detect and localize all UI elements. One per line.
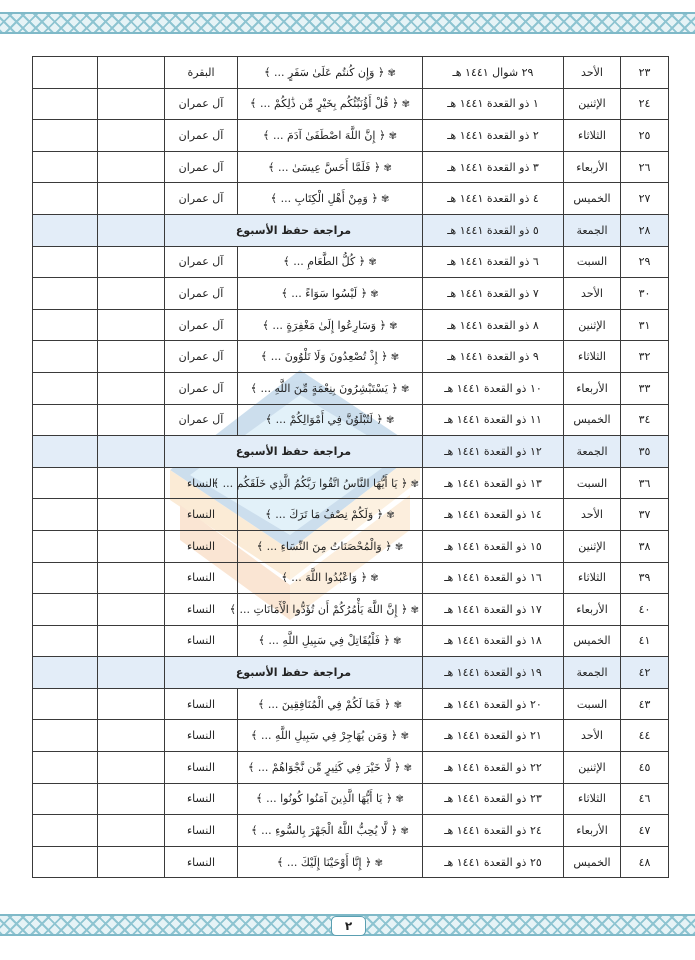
- empty-cell: [98, 562, 165, 594]
- surah-name-cell: النساء: [165, 467, 238, 499]
- empty-cell: [33, 341, 98, 373]
- table-row: [33, 783, 669, 815]
- surah-name-cell: النساء: [165, 815, 238, 847]
- table-row: [33, 752, 669, 784]
- star-rosette-icon: ✾: [392, 794, 404, 806]
- empty-cell: [33, 752, 98, 784]
- verse-text: ﴿ لَّا يُحِبُّ اللَّهُ الْجَهْرَ بِالسُّوءِ ... ﴾: [251, 824, 398, 838]
- star-rosette-icon: ✾: [389, 636, 402, 648]
- surah-name-cell: النساء: [165, 720, 238, 752]
- empty-cell: [33, 88, 98, 120]
- empty-cell: [33, 562, 98, 594]
- surah-name-cell: النساء: [165, 625, 238, 657]
- empty-cell: [33, 625, 98, 657]
- empty-cell: [98, 846, 165, 878]
- surah-name-cell: النساء: [165, 562, 238, 594]
- empty-cell: [33, 688, 98, 720]
- hijri-date-cell: ٢١ ذو القعدة ١٤٤١ هـ: [423, 720, 564, 752]
- day-number-cell: ٣٣: [621, 372, 669, 404]
- verse-text: ﴿ وَلَكُمْ نِصْفُ مَا تَرَكَ ... ﴾: [265, 508, 384, 522]
- star-rosette-icon: ✾: [383, 510, 395, 522]
- verse-start-cell: [238, 752, 423, 784]
- empty-cell: [33, 309, 98, 341]
- hijri-date-cell: ١٩ ذو القعدة ١٤٤١ هـ: [423, 657, 564, 689]
- hijri-date-cell: ٢٥ ذو القعدة ١٤٤١ هـ: [423, 846, 564, 878]
- day-number-cell: ٤١: [621, 625, 669, 657]
- weekday-cell: السبت: [564, 688, 621, 720]
- empty-cell: [33, 120, 98, 152]
- empty-cell: [98, 88, 165, 120]
- day-number-cell: ٢٥: [621, 120, 669, 152]
- verse-text: ﴿ إِنَّا أَوْحَيْنَا إِلَيْكَ ... ﴾: [276, 855, 372, 869]
- table-row: [33, 846, 669, 878]
- verse-start-cell: [229, 594, 423, 626]
- page-number: ٢: [331, 916, 366, 936]
- hijri-date-cell: ٢٢ ذو القعدة ١٤٤١ هـ: [423, 752, 564, 784]
- hijri-date-cell: ٨ ذو القعدة ١٤٤١ هـ: [423, 309, 564, 341]
- star-rosette-icon: ✾: [397, 383, 410, 395]
- empty-cell: [98, 594, 165, 626]
- verse-text: ﴿ فَمَا لَكُمْ فِي الْمُنَافِقِينَ ... ﴾: [257, 697, 391, 711]
- empty-cell: [98, 688, 165, 720]
- table-row: [33, 625, 669, 657]
- star-rosette-icon: ✾: [367, 288, 379, 300]
- verse-start-cell: [238, 846, 423, 878]
- surah-name-cell: النساء: [165, 752, 238, 784]
- surah-name-cell: آل عمران: [165, 183, 238, 215]
- day-number-cell: ٤٨: [621, 846, 669, 878]
- table-row: [33, 372, 669, 404]
- weekday-cell: الأحد: [564, 499, 621, 531]
- weekday-cell: الجمعة: [564, 436, 621, 468]
- verse-text: ﴿ لَتُبْلَوُنَّ فِي أَمْوَالِكُمْ ... ﴾: [265, 413, 383, 427]
- table-row: [33, 57, 669, 89]
- empty-cell: [33, 151, 98, 183]
- verse-start-cell: [238, 404, 423, 436]
- verse-text: ﴿ كُلُّ الطَّعَامِ ... ﴾: [283, 255, 366, 269]
- verse-start-cell: [238, 120, 423, 152]
- empty-cell: [98, 499, 165, 531]
- table-row: [33, 594, 669, 626]
- verse-start-cell: [238, 625, 423, 657]
- hijri-date-cell: ١٨ ذو القعدة ١٤٤١ هـ: [423, 625, 564, 657]
- star-rosette-icon: ✾: [371, 857, 384, 869]
- hijri-date-cell: ٢٣ ذو القعدة ١٤٤١ هـ: [423, 783, 564, 815]
- table-row: [33, 562, 669, 594]
- star-rosette-icon: ✾: [367, 573, 379, 585]
- empty-cell: [33, 278, 98, 310]
- hijri-date-cell: ١٠ ذو القعدة ١٤٤١ هـ: [423, 372, 564, 404]
- star-rosette-icon: ✾: [391, 541, 404, 553]
- star-rosette-icon: ✾: [380, 162, 392, 174]
- star-rosette-icon: ✾: [407, 478, 419, 490]
- weekday-cell: الأحد: [564, 57, 621, 89]
- verse-start-cell: [238, 499, 423, 531]
- empty-cell: [33, 815, 98, 847]
- table-row: [33, 278, 669, 310]
- hijri-date-cell: ٩ ذو القعدة ١٤٤١ هـ: [423, 341, 564, 373]
- weekday-cell: الأربعاء: [564, 372, 621, 404]
- day-number-cell: ٤٠: [621, 594, 669, 626]
- empty-cell: [98, 120, 165, 152]
- star-rosette-icon: ✾: [397, 731, 409, 743]
- empty-cell: [98, 278, 165, 310]
- hijri-date-cell: ٢٩ شوال ١٤٤١ هـ: [423, 57, 564, 89]
- surah-name-cell: آل عمران: [165, 120, 238, 152]
- verse-start-cell: [238, 720, 423, 752]
- verse-text: ﴿ قُلْ أَؤُنَبِّئُكُم بِخَيْرٍ مِّن ذَٰلِكُمْ ... ﴾: [250, 97, 399, 111]
- table-row: [33, 467, 669, 499]
- empty-cell: [33, 720, 98, 752]
- empty-cell: [33, 783, 98, 815]
- day-number-cell: ٢٩: [621, 246, 669, 278]
- weekday-cell: الأحد: [564, 720, 621, 752]
- verse-start-cell: [238, 57, 423, 89]
- empty-cell: [98, 341, 165, 373]
- surah-name-cell: آل عمران: [165, 341, 238, 373]
- table-row: [33, 688, 669, 720]
- empty-cell: [98, 467, 165, 499]
- verse-text: ﴿ فَلْيُقَاتِلْ فِي سَبِيلِ اللَّهِ ... ﴾: [258, 634, 390, 648]
- star-rosette-icon: ✾: [390, 699, 403, 711]
- hijri-date-cell: ١٧ ذو القعدة ١٤٤١ هـ: [423, 594, 564, 626]
- empty-cell: [98, 783, 165, 815]
- star-rosette-icon: ✾: [382, 415, 395, 427]
- star-rosette-icon: ✾: [384, 67, 396, 79]
- day-number-cell: ٤٣: [621, 688, 669, 720]
- empty-cell: [33, 246, 98, 278]
- day-number-cell: ٣٤: [621, 404, 669, 436]
- empty-cell: [98, 309, 165, 341]
- verse-text: ﴿ وَمَن يُهَاجِرْ فِي سَبِيلِ اللَّهِ ... ﴾: [251, 729, 398, 743]
- weekday-cell: الجمعة: [564, 657, 621, 689]
- table-row: [33, 341, 669, 373]
- weekday-cell: الإثنين: [564, 309, 621, 341]
- weekday-cell: الخميس: [564, 625, 621, 657]
- weekly-review-label: مراجعة حفظ الأسبوع: [165, 657, 423, 689]
- verse-start-cell: [238, 309, 423, 341]
- verse-start-cell: [238, 88, 423, 120]
- day-number-cell: ٣٨: [621, 530, 669, 562]
- verse-start-cell: [238, 688, 423, 720]
- empty-cell: [98, 625, 165, 657]
- top-border-ornament: [0, 12, 695, 34]
- empty-cell: [98, 183, 165, 215]
- weekday-cell: الإثنين: [564, 88, 621, 120]
- hijri-date-cell: ٢٤ ذو القعدة ١٤٤١ هـ: [423, 815, 564, 847]
- hijri-date-cell: ٢٠ ذو القعدة ١٤٤١ هـ: [423, 688, 564, 720]
- verse-text: ﴿ إِنَّ اللَّهَ اصْطَفَىٰ آدَمَ ... ﴾: [263, 128, 386, 142]
- surah-name-cell: النساء: [165, 783, 238, 815]
- empty-cell: [98, 752, 165, 784]
- hijri-date-cell: ١٢ ذو القعدة ١٤٤١ هـ: [423, 436, 564, 468]
- day-number-cell: ٤٢: [621, 657, 669, 689]
- star-rosette-icon: ✾: [385, 130, 397, 142]
- verse-text: ﴿ يَا أَيُّهَا الَّذِينَ آمَنُوا كُونُوا ... ﴾: [256, 792, 393, 806]
- empty-cell: [33, 372, 98, 404]
- empty-cell: [33, 530, 98, 562]
- empty-cell: [33, 57, 98, 89]
- verse-text: ﴿ وَسَارِعُوا إِلَىٰ مَغْفِرَةٍ ... ﴾: [262, 318, 386, 332]
- memorization-schedule-table: [32, 56, 669, 878]
- surah-name-cell: النساء: [165, 530, 238, 562]
- verse-text: ﴿ فَلَمَّا أَحَسَّ عِيسَىٰ ... ﴾: [268, 160, 381, 174]
- review-row: [33, 657, 669, 689]
- day-number-cell: ٣٢: [621, 341, 669, 373]
- hijri-date-cell: ١٥ ذو القعدة ١٤٤١ هـ: [423, 530, 564, 562]
- weekday-cell: الثلاثاء: [564, 341, 621, 373]
- verse-start-cell: [238, 530, 423, 562]
- review-row: [33, 436, 669, 468]
- star-rosette-icon: ✾: [377, 194, 390, 206]
- weekday-cell: الخميس: [564, 183, 621, 215]
- weekday-cell: الأربعاء: [564, 815, 621, 847]
- empty-cell: [33, 214, 98, 246]
- verse-start-cell: [212, 467, 423, 499]
- verse-start-cell: [238, 246, 423, 278]
- empty-cell: [33, 594, 98, 626]
- empty-cell: [98, 214, 165, 246]
- surah-name-cell: البقرة: [165, 57, 238, 89]
- empty-cell: [98, 372, 165, 404]
- weekly-review-label: مراجعة حفظ الأسبوع: [165, 214, 423, 246]
- surah-name-cell: آل عمران: [165, 372, 238, 404]
- surah-name-cell: آل عمران: [165, 278, 238, 310]
- empty-cell: [98, 657, 165, 689]
- hijri-date-cell: ١٤ ذو القعدة ١٤٤١ هـ: [423, 499, 564, 531]
- empty-cell: [98, 404, 165, 436]
- day-number-cell: ٢٨: [621, 214, 669, 246]
- weekday-cell: الجمعة: [564, 214, 621, 246]
- verse-text: ﴿ وَإِن كُنتُم عَلَىٰ سَفَرٍ ... ﴾: [264, 65, 385, 79]
- star-rosette-icon: ✾: [387, 352, 400, 364]
- verse-text: ﴿ لَّا خَيْرَ فِي كَثِيرٍ مِّن نَّجْوَاهُمْ ... ﴾: [247, 760, 401, 774]
- day-number-cell: ٢٣: [621, 57, 669, 89]
- empty-cell: [98, 246, 165, 278]
- verse-text: ﴿ يَا أَيُّهَا النَّاسُ اتَّقُوا رَبَّكُمُ الَّذِي خَلَقَكُم ... ﴾: [212, 476, 408, 490]
- verse-text: ﴿ لَيْسُوا سَوَاءً ... ﴾: [281, 286, 368, 300]
- day-number-cell: ٣٩: [621, 562, 669, 594]
- table-row: [33, 815, 669, 847]
- review-row: [33, 214, 669, 246]
- hijri-date-cell: ٥ ذو القعدة ١٤٤١ هـ: [423, 214, 564, 246]
- verse-start-cell: [238, 562, 423, 594]
- empty-cell: [33, 467, 98, 499]
- day-number-cell: ٣٦: [621, 467, 669, 499]
- empty-cell: [98, 720, 165, 752]
- empty-cell: [33, 499, 98, 531]
- table-row: [33, 183, 669, 215]
- surah-name-cell: النساء: [165, 499, 238, 531]
- empty-cell: [98, 530, 165, 562]
- verse-text: ﴿ يَسْتَبْشِرُونَ بِنِعْمَةٍ مِّنَ اللَّهِ ... ﴾: [250, 381, 398, 395]
- verse-start-cell: [238, 183, 423, 215]
- empty-cell: [98, 57, 165, 89]
- verse-start-cell: [238, 783, 423, 815]
- surah-name-cell: النساء: [165, 594, 238, 626]
- hijri-date-cell: ١٣ ذو القعدة ١٤٤١ هـ: [423, 467, 564, 499]
- day-number-cell: ٤٥: [621, 752, 669, 784]
- star-rosette-icon: ✾: [398, 99, 410, 111]
- empty-cell: [33, 183, 98, 215]
- surah-name-cell: آل عمران: [165, 151, 238, 183]
- hijri-date-cell: ٣ ذو القعدة ١٤٤١ هـ: [423, 151, 564, 183]
- surah-name-cell: آل عمران: [165, 404, 238, 436]
- table-row: [33, 151, 669, 183]
- verse-start-cell: [238, 815, 423, 847]
- table-row: [33, 499, 669, 531]
- weekday-cell: الثلاثاء: [564, 783, 621, 815]
- weekday-cell: الإثنين: [564, 752, 621, 784]
- star-rosette-icon: ✾: [365, 257, 377, 269]
- verse-start-cell: [238, 341, 423, 373]
- hijri-date-cell: ١٦ ذو القعدة ١٤٤١ هـ: [423, 562, 564, 594]
- weekday-cell: الخميس: [564, 404, 621, 436]
- surah-name-cell: آل عمران: [165, 309, 238, 341]
- empty-cell: [33, 404, 98, 436]
- verse-start-cell: [238, 278, 423, 310]
- weekday-cell: الخميس: [564, 846, 621, 878]
- weekday-cell: الأربعاء: [564, 594, 621, 626]
- surah-name-cell: النساء: [165, 688, 238, 720]
- table-row: [33, 309, 669, 341]
- star-rosette-icon: ✾: [400, 762, 413, 774]
- verse-text: ﴿ وَاعْبُدُوا اللَّهَ ... ﴾: [281, 571, 368, 585]
- weekday-cell: الثلاثاء: [564, 120, 621, 152]
- table-row: [33, 88, 669, 120]
- star-rosette-icon: ✾: [397, 826, 409, 838]
- day-number-cell: ٢٧: [621, 183, 669, 215]
- empty-cell: [98, 151, 165, 183]
- day-number-cell: ٣٧: [621, 499, 669, 531]
- hijri-date-cell: ٢ ذو القعدة ١٤٤١ هـ: [423, 120, 564, 152]
- empty-cell: [33, 657, 98, 689]
- verse-text: ﴿ وَالْمُحْصَنَاتُ مِنَ النِّسَاءِ ... ﴾: [256, 539, 392, 553]
- table-row: [33, 120, 669, 152]
- weekday-cell: السبت: [564, 246, 621, 278]
- day-number-cell: ٢٦: [621, 151, 669, 183]
- verse-text: ﴿ إِذْ تُصْعِدُونَ وَلَا تَلْوُونَ ... ﴾: [260, 350, 388, 364]
- empty-cell: [98, 436, 165, 468]
- table-row: [33, 246, 669, 278]
- day-number-cell: ٤٧: [621, 815, 669, 847]
- day-number-cell: ٤٤: [621, 720, 669, 752]
- surah-name-cell: النساء: [165, 846, 238, 878]
- table-row: [33, 404, 669, 436]
- table-row: [33, 530, 669, 562]
- surah-name-cell: آل عمران: [165, 246, 238, 278]
- day-number-cell: ٤٦: [621, 783, 669, 815]
- empty-cell: [33, 436, 98, 468]
- verse-start-cell: [238, 372, 423, 404]
- weekly-review-label: مراجعة حفظ الأسبوع: [165, 436, 423, 468]
- day-number-cell: ٣١: [621, 309, 669, 341]
- day-number-cell: ٢٤: [621, 88, 669, 120]
- weekday-cell: السبت: [564, 467, 621, 499]
- hijri-date-cell: ١١ ذو القعدة ١٤٤١ هـ: [423, 404, 564, 436]
- day-number-cell: ٣٥: [621, 436, 669, 468]
- verse-text: ﴿ إِنَّ اللَّهَ يَأْمُرُكُمْ أَن تُؤَدُّوا الْأَمَانَاتِ ... ﴾: [229, 602, 408, 616]
- verse-start-cell: [238, 151, 423, 183]
- surah-name-cell: آل عمران: [165, 88, 238, 120]
- weekday-cell: الأحد: [564, 278, 621, 310]
- hijri-date-cell: ٧ ذو القعدة ١٤٤١ هـ: [423, 278, 564, 310]
- day-number-cell: ٣٠: [621, 278, 669, 310]
- hijri-date-cell: ١ ذو القعدة ١٤٤١ هـ: [423, 88, 564, 120]
- star-rosette-icon: ✾: [385, 320, 398, 332]
- empty-cell: [33, 846, 98, 878]
- weekday-cell: الإثنين: [564, 530, 621, 562]
- hijri-date-cell: ٤ ذو القعدة ١٤٤١ هـ: [423, 183, 564, 215]
- empty-cell: [98, 815, 165, 847]
- weekday-cell: الثلاثاء: [564, 562, 621, 594]
- verse-text: ﴿ وَمِنْ أَهْلِ الْكِتَابِ ... ﴾: [270, 192, 378, 206]
- table-row: [33, 720, 669, 752]
- hijri-date-cell: ٦ ذو القعدة ١٤٤١ هـ: [423, 246, 564, 278]
- star-rosette-icon: ✾: [407, 604, 419, 616]
- weekday-cell: الأربعاء: [564, 151, 621, 183]
